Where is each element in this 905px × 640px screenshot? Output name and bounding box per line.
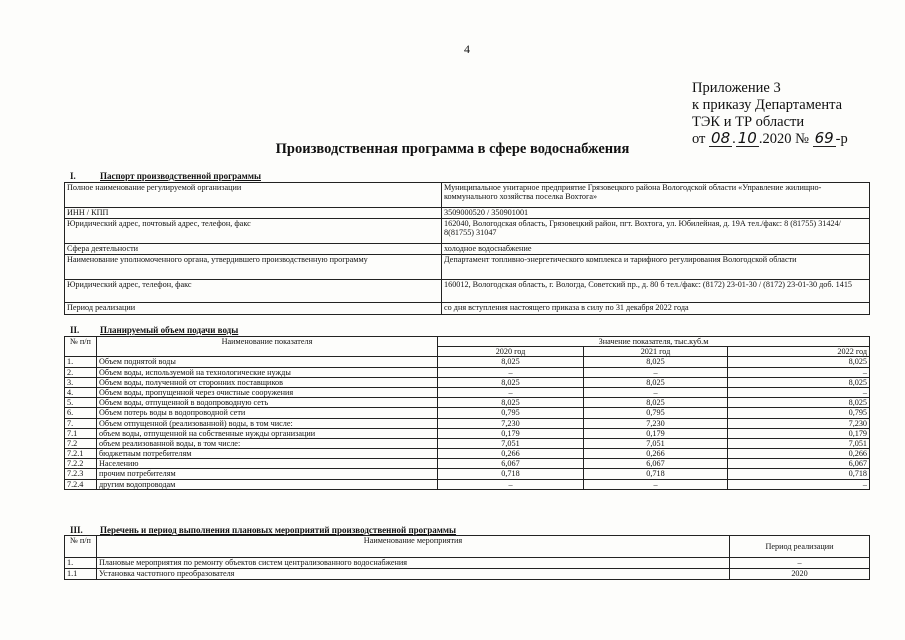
value-2020: 8,025	[438, 398, 584, 408]
table-row	[65, 569, 870, 580]
value-2022: 8,025	[728, 398, 870, 408]
date-month: 10	[737, 129, 757, 147]
value-2021: 8,025	[584, 357, 728, 367]
table-row	[65, 398, 870, 408]
value-2020: 6,067	[438, 459, 584, 469]
value-2022: 0,718	[728, 469, 870, 479]
row-number: 7.2.3	[65, 469, 97, 479]
table-row	[65, 469, 870, 479]
value-2021: –	[584, 387, 728, 397]
value-2022: –	[728, 387, 870, 397]
row-number: 7.2.1	[65, 449, 97, 459]
value-2021: –	[584, 479, 728, 489]
indicator-name: бюджетным потребителям	[97, 449, 438, 459]
row-number: 3.	[65, 377, 97, 387]
value-2021: 8,025	[584, 377, 728, 387]
header-number: № п/п	[65, 536, 97, 558]
value-2020: 0,795	[438, 408, 584, 418]
table-row	[65, 418, 870, 428]
section-2-number: II.	[70, 325, 80, 335]
table-row	[65, 558, 870, 569]
table-row	[65, 367, 870, 377]
table-row	[65, 183, 870, 208]
section-1-number: I.	[70, 171, 76, 181]
table-row	[65, 244, 870, 255]
header-measure-name: Наименование мероприятия	[97, 536, 730, 558]
value-2020: –	[438, 367, 584, 377]
date-year: .2020 №	[758, 131, 809, 147]
row-number: 7.2.2	[65, 459, 97, 469]
value-2021: –	[584, 367, 728, 377]
row-number: 4.	[65, 387, 97, 397]
appendix-line-3: ТЭК и ТР области	[692, 114, 805, 130]
table-header-row	[65, 536, 870, 558]
value-2022: 8,025	[728, 357, 870, 367]
value-2022: 8,025	[728, 377, 870, 387]
table-row	[65, 303, 870, 315]
passport-key: Юридический адрес, телефон, факс	[65, 280, 442, 303]
date-prefix: от	[692, 131, 706, 147]
table-row	[65, 255, 870, 280]
row-number: 1.1	[65, 569, 97, 580]
table-row	[65, 449, 870, 459]
measure-period: –	[730, 558, 870, 569]
value-2022: –	[728, 479, 870, 489]
value-2020: 8,025	[438, 377, 584, 387]
appendix-header	[692, 80, 848, 148]
row-number: 1.	[65, 558, 97, 569]
indicator-name: Объем воды, используемой на технологические нужды	[97, 367, 438, 377]
value-2022: 0,179	[728, 428, 870, 438]
header-value: Значение показателя, тыс.куб.м	[438, 337, 870, 347]
value-2020: 0,266	[438, 449, 584, 459]
table-row	[65, 408, 870, 418]
header-number: № п/п	[65, 337, 97, 357]
value-2022: 7,051	[728, 438, 870, 448]
measures-table	[64, 535, 870, 580]
table-row	[65, 377, 870, 387]
passport-key: Полное наименование регулируемой организации	[65, 183, 442, 208]
section-2-label: Планируемый объем подачи воды	[100, 325, 239, 335]
passport-key: Наименование уполномоченного органа, утвердившего производственную программу	[65, 255, 442, 280]
measure-name: Установка частотного преобразователя	[97, 569, 730, 580]
indicator-name: Объем воды, пропущенной через очистные сооружения	[97, 387, 438, 397]
value-2021: 0,179	[584, 428, 728, 438]
passport-value: холодное водоснабжение	[442, 244, 870, 255]
indicator-name: Населению	[97, 459, 438, 469]
row-number: 7.1	[65, 428, 97, 438]
indicator-name: Объем потерь воды в водопроводной сети	[97, 408, 438, 418]
order-number: 69	[814, 129, 834, 147]
row-number: 7.2.4	[65, 479, 97, 489]
date-day: 08	[711, 129, 731, 147]
indicator-name: объем реализованной воды, в том числе:	[97, 438, 438, 448]
value-2022: –	[728, 367, 870, 377]
passport-value: Департамент топливно-энергетического комплекса и тарифного регулирования Вологодской области	[442, 255, 870, 280]
section-1-heading	[70, 171, 261, 181]
value-2022: 7,230	[728, 418, 870, 428]
value-2021: 0,795	[584, 408, 728, 418]
table-row	[65, 208, 870, 219]
indicator-name: Объем отпущенной (реализованной) воды, в том числе:	[97, 418, 438, 428]
appendix-date-line: от 08 . 10 .2020 № 69 -р	[692, 129, 848, 147]
value-2021: 7,051	[584, 438, 728, 448]
page-number: 4	[464, 42, 470, 56]
document-title: Производственная программа в сфере водоснабжения	[275, 141, 630, 157]
header-year: 2021 год	[584, 347, 728, 357]
table-row	[65, 357, 870, 367]
table-row	[65, 479, 870, 489]
section-3-number: III.	[70, 525, 83, 535]
value-2020: 8,025	[438, 357, 584, 367]
indicator-name: Объем воды, отпущенной в водопроводную сеть	[97, 398, 438, 408]
indicator-name: Объем поднятой воды	[97, 357, 438, 367]
section-1-label: Паспорт производственной программы	[100, 171, 261, 181]
value-2021: 0,266	[584, 449, 728, 459]
value-2020: 7,230	[438, 418, 584, 428]
measure-period: 2020	[730, 569, 870, 580]
value-2020: –	[438, 387, 584, 397]
passport-key: Юридический адрес, почтовый адрес, телефон, факс	[65, 219, 442, 244]
value-2020: 0,718	[438, 469, 584, 479]
passport-value: со дня вступления настоящего приказа в силу по 31 декабря 2022 года	[442, 303, 870, 315]
row-number: 1.	[65, 357, 97, 367]
passport-table	[64, 182, 870, 315]
appendix-line-1: Приложение 3	[692, 80, 781, 96]
order-suffix: -р	[835, 131, 848, 147]
indicator-name: Объем воды, полученной от сторонних поставщиков	[97, 377, 438, 387]
row-number: 7.2	[65, 438, 97, 448]
table-row	[65, 387, 870, 397]
passport-value: 3509000520 / 350901001	[442, 208, 870, 219]
value-2021: 8,025	[584, 398, 728, 408]
row-number: 2.	[65, 367, 97, 377]
indicator-name: прочим потребителям	[97, 469, 438, 479]
value-2021: 7,230	[584, 418, 728, 428]
table-row	[65, 428, 870, 438]
section-2-heading	[70, 325, 238, 335]
water-volume-table	[64, 336, 870, 490]
appendix-line-2: к приказу Департамента	[692, 97, 843, 113]
value-2022: 0,795	[728, 408, 870, 418]
indicator-name: объем воды, отпущенной на собственные нужды организации	[97, 428, 438, 438]
row-number: 6.	[65, 408, 97, 418]
header-period: Период реализации	[730, 536, 870, 558]
value-2021: 6,067	[584, 459, 728, 469]
value-2020: 0,179	[438, 428, 584, 438]
passport-key: Период реализации	[65, 303, 442, 315]
row-number: 5.	[65, 398, 97, 408]
value-2021: 0,718	[584, 469, 728, 479]
table-row	[65, 280, 870, 303]
passport-value: Муниципальное унитарное предприятие Грязовецкого района Вологодской области «Управление жилищно-коммунального хозяйства поселка Вохтога»	[442, 183, 870, 208]
value-2020: –	[438, 479, 584, 489]
table-row	[65, 219, 870, 244]
value-2022: 6,067	[728, 459, 870, 469]
section-3-label: Перечень и период выполнения плановых мероприятий производственной программы	[100, 525, 457, 535]
header-indicator-name: Наименование показателя	[97, 337, 438, 357]
value-2020: 7,051	[438, 438, 584, 448]
indicator-name: другим водопроводам	[97, 479, 438, 489]
measure-name: Плановые мероприятия по ремонту объектов систем централизованного водоснабжения	[97, 558, 730, 569]
passport-value: 162040, Вологодская область, Грязовецкий район, пгт. Вохтога, ул. Юбилейная, д. 19А тел./факс: 8 (81755) 31424/ 8(81755) 31047	[442, 219, 870, 244]
table-row	[65, 438, 870, 448]
table-row	[65, 459, 870, 469]
passport-key: ИНН / КПП	[65, 208, 442, 219]
passport-value: 160012, Вологодская область, г. Вологда, Советский пр., д. 80 б тел./факс: (8172) 23-01-30 / (8172) 23-01-30 доб. 1415	[442, 280, 870, 303]
table-header-row	[65, 337, 870, 347]
header-year: 2020 год	[438, 347, 584, 357]
value-2022: 0,266	[728, 449, 870, 459]
header-year: 2022 год	[728, 347, 870, 357]
passport-key: Сфера деятельности	[65, 244, 442, 255]
section-3-heading	[70, 525, 456, 535]
row-number: 7.	[65, 418, 97, 428]
